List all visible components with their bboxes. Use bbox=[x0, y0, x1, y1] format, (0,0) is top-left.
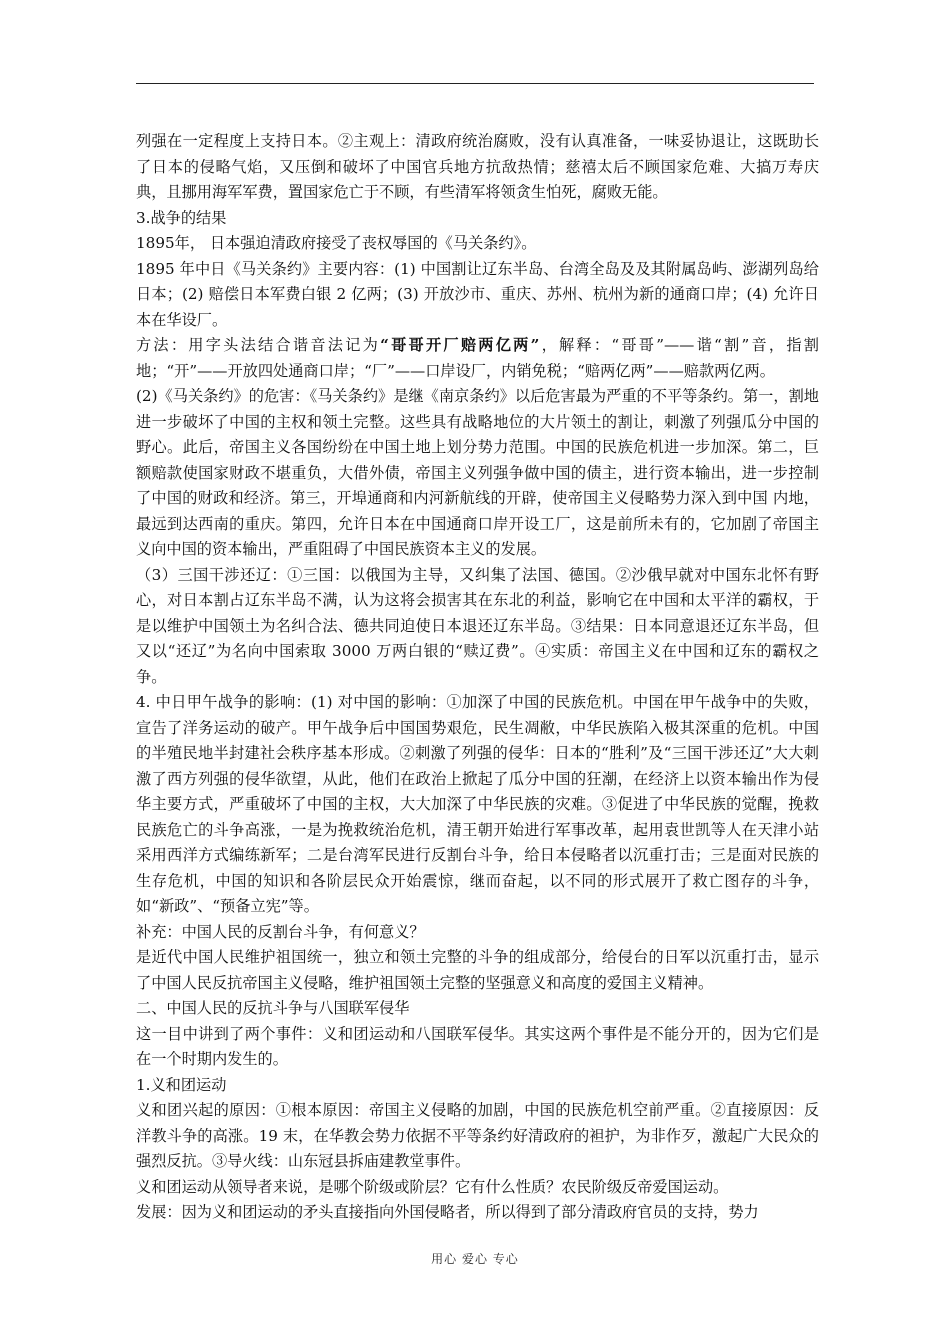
paragraph: 义和团兴起的原因：①根本原因：帝国主义侵略的加剧，中国的民族危机空前严重。②直接原因：反洋教斗争的高涨。19 末，在华教会势力依据不平等条约好清政府的袒护，为非作歹，激起广大民众的强烈反抗。③导火线：山东冠县拆庙建教堂事件。 bbox=[136, 1101, 819, 1170]
paragraph: （3）三国干涉还辽：①三国：以俄国为主导，又纠集了法国、德国。②沙俄早就对中国东北怀有野心，对日本割占辽东半岛不满，认为这将会损害其在东北的利益，影响它在中国和太平洋的霸权，于是以维护中国领土为名纠合法、德共同迫使日本退还辽东半岛。③结果：日本同意退还辽东半岛，但又以“还辽”为名向中国索取 3000 万两白银的“赎辽费”。④实质：帝国主义在中国和辽东的霸权之争。 bbox=[136, 565, 819, 686]
section-heading: 二、中国人民的反抗斗争与八国联军侵华 bbox=[136, 999, 410, 1017]
paragraph: 是近代中国人民维护祖国统一，独立和领土完整的斗争的组成部分，给侵台的日军以沉重打击，显示了中国人民反抗帝国主义侵略，维护祖国领土完整的坚强意义和高度的爱国主义精神。 bbox=[136, 948, 819, 992]
mnemonic-explanation: ，解释：“哥哥”——谐“割”音，指割地；“开”——开放四处通商口岸；“厂”——口岸设厂，内销免税；“赔两亿两”——赔款两亿两。 bbox=[136, 336, 819, 380]
paragraph: 1895年， 日本强迫清政府接受了丧权辱国的《马关条约》。 bbox=[136, 234, 537, 252]
page-footer: 用心 爱心 专心 bbox=[431, 1252, 519, 1266]
mnemonic-intro: 方法：用字头法结合谐音法记为 bbox=[136, 336, 381, 354]
paragraph: 补充：中国人民的反割台斗争，有何意义？ bbox=[136, 922, 425, 941]
mnemonic-phrase: “哥哥开厂赔两亿两” bbox=[380, 336, 540, 354]
paragraph: 列强在一定程度上支持日本。②主观上：清政府统治腐败，没有认真准备，一味妥协退让，这既助长了日本的侵略气焰，又压倒和破坏了中国官兵地方抗敌热情；慈禧太后不顾国家危难、大搞万寿庆典，且挪用海军军费，置国家危亡于不顾，有些清军将领贪生怕死，腐败无能。 bbox=[136, 132, 819, 201]
paragraph: 义和团运动从领导者来说，是哪个阶级或阶层？它有什么性质？农民阶级反帝爱国运动。 bbox=[136, 1177, 729, 1196]
body-text bbox=[136, 129, 819, 1226]
paragraph: 这一目中讲到了两个事件：义和团运动和八国联军侵华。其实这两个事件是不能分开的，因为它们是在一个时期内发生的。 bbox=[136, 1024, 819, 1068]
paragraph: 4. 中日甲午战争的影响：(1) 对中国的影响：①加深了中国的民族危机。中国在甲午战争中的失败，宣告了洋务运动的破产。甲午战争后中国国势艰危，民生凋敝，中华民族陷入极其深重的危机。中国的半殖民地半封建社会秩序基本形成。②刺激了列强的侵华：日本的“胜利”及“三国干涉还辽”大大刺激了西方列强的侵华欲望，从此，他们在政治上掀起了瓜分中国的狂潮，在经济上以资本输出作为侵华主要方式，严重破坏了中国的主权，大大加深了中华民族的灾难。③促进了中华民族的觉醒，挽救民族危亡的斗争高涨，一是为挽救统治危机，清王朝开始进行军事改革，起用袁世凯等人在天津小站采用西洋方式编练新军；二是台湾军民进行反割台斗争，给日本侵略者以沉重打击；三是面对民族的生存危机，中国的知识和各阶层民众开始震惊，继而奋起，以不同的形式展开了救亡图存的斗争，如“新政”、“预备立宪”等。 bbox=[136, 693, 819, 915]
mnemonic-paragraph bbox=[136, 333, 819, 384]
paragraph: 1895 年中日《马关条约》主要内容：(1) 中国割让辽东半岛、台湾全岛及及其附属岛屿、澎湖列岛给日本；(2) 赔偿日本军费白银 2 亿两；(3) 开放沙市、重庆、苏州、杭州为新的通商口岸；(4) 允许日本在华设厂。 bbox=[136, 259, 819, 329]
header-rule bbox=[136, 83, 814, 84]
paragraph: 发展：因为义和团运动的矛头直接指向外国侵略者，所以得到了部分清政府官员的支持，势力 bbox=[136, 1203, 759, 1221]
section-heading: 1.义和团运动 bbox=[136, 1075, 227, 1094]
section-heading: 3.战争的结果 bbox=[136, 208, 227, 227]
paragraph: (2)《马关条约》的危害：《马关条约》是继《南京条约》以后危害最为严重的不平等条约。第一，割地进一步破坏了中国的主权和领土完整。这些具有战略地位的大片领土的割让，刺激了列强瓜分中国的野心。此后，帝国主义各国纷纷在中国土地上划分势力范围。中国的民族危机进一步加深。第二，巨额赔款使国家财政不堪重负，大借外债，帝国主义列强争做中国的债主，进行资本输出，进一步控制了中国的财政和经济。第三，开埠通商和内河新航线的开辟，使帝国主义侵略势力深入到中国 内地，最远到达西南的重庆。第四，允许日本在中国通商口岸开设工厂，这是前所未有的，它加剧了帝国主义向中国的资本输出，严重阻碍了中国民族资本主义的发展。 bbox=[136, 387, 819, 558]
